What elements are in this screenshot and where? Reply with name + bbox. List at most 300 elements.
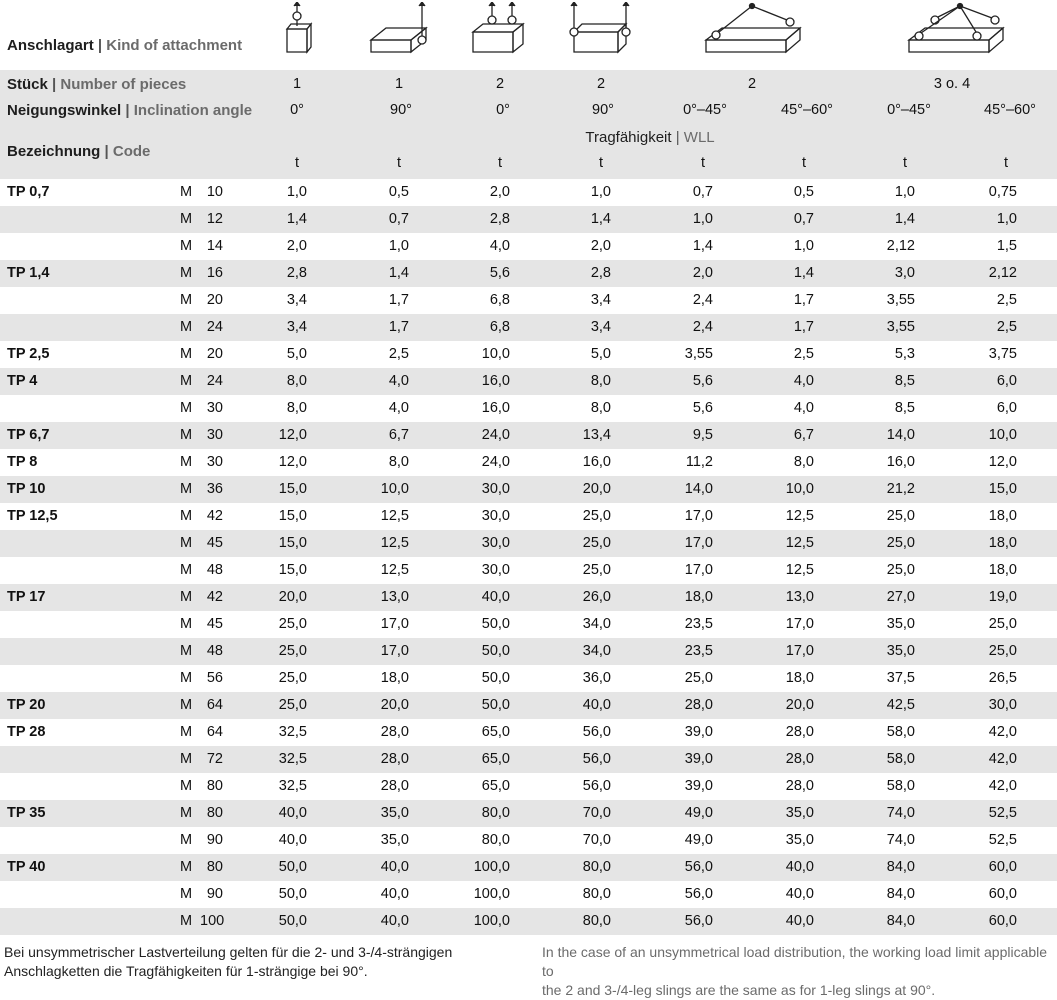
wll-value-cell: 26,5 bbox=[988, 670, 1017, 686]
wll-value-cell: 35,0 bbox=[785, 832, 814, 848]
wll-value-cell: 1,4 bbox=[590, 211, 611, 227]
wll-value-cell: 4,0 bbox=[388, 400, 409, 416]
wll-value-cell: 6,8 bbox=[489, 292, 510, 308]
wll-value-cell: 1,0 bbox=[590, 184, 611, 200]
thread-prefix-cell: M bbox=[180, 697, 193, 713]
wll-value-cell: 3,4 bbox=[590, 319, 611, 335]
two-leg-vertical-icon bbox=[470, 2, 530, 56]
wll-value-cell: 32,5 bbox=[278, 751, 307, 767]
wll-value-cell: 20,0 bbox=[582, 481, 611, 497]
wll-value-cell: 1,0 bbox=[692, 211, 713, 227]
wll-value-cell: 23,5 bbox=[684, 643, 713, 659]
wll-value-cell: 1,0 bbox=[388, 238, 409, 254]
wll-value-cell: 18,0 bbox=[684, 589, 713, 605]
footnote-en bbox=[542, 943, 1052, 1000]
wll-value-cell: 8,5 bbox=[894, 373, 915, 389]
wll-value-cell: 20,0 bbox=[380, 697, 409, 713]
wll-value-cell: 12,5 bbox=[380, 535, 409, 551]
wll-value-cell: 35,0 bbox=[785, 805, 814, 821]
wll-value-cell: 4,0 bbox=[489, 238, 510, 254]
single-leg-90-icon bbox=[368, 2, 430, 56]
wll-value-cell: 10,0 bbox=[380, 481, 409, 497]
wll-value-cell: 6,7 bbox=[793, 427, 814, 443]
wll-value-cell: 1,4 bbox=[388, 265, 409, 281]
wll-value-cell: 2,8 bbox=[489, 211, 510, 227]
attachment-label-en: Kind of attachment bbox=[106, 37, 243, 54]
wll-value-cell: 1,4 bbox=[793, 265, 814, 281]
wll-value-cell: 0,7 bbox=[793, 211, 814, 227]
table-row bbox=[0, 827, 1057, 854]
wll-value-cell: 4,0 bbox=[388, 373, 409, 389]
wll-value-cell: 84,0 bbox=[886, 913, 915, 929]
thread-size-cell: 45 bbox=[206, 535, 223, 551]
wll-value-cell: 25,0 bbox=[988, 643, 1017, 659]
wll-value-cell: 13,0 bbox=[380, 589, 409, 605]
wll-value-cell: 80,0 bbox=[582, 886, 611, 902]
wll-value-cell: 15,0 bbox=[278, 481, 307, 497]
separator: | bbox=[675, 129, 680, 146]
wll-value-cell: 1,4 bbox=[894, 211, 915, 227]
wll-value-cell: 24,0 bbox=[481, 427, 510, 443]
wll-value-cell: 12,5 bbox=[380, 562, 409, 578]
wll-value-cell: 40,0 bbox=[785, 913, 814, 929]
wll-value-cell: 3,55 bbox=[684, 346, 713, 362]
wll-value-cell: 52,5 bbox=[988, 805, 1017, 821]
wll-value-cell: 2,0 bbox=[590, 238, 611, 254]
wll-value-cell: 100,0 bbox=[473, 886, 510, 902]
wll-value-cell: 12,0 bbox=[278, 427, 307, 443]
thread-prefix-cell: M bbox=[180, 535, 193, 551]
thread-size-cell: 72 bbox=[206, 751, 223, 767]
wll-value-cell: 40,0 bbox=[380, 886, 409, 902]
wll-value-cell: 16,0 bbox=[481, 373, 510, 389]
wll-value-cell: 2,12 bbox=[988, 265, 1017, 281]
thread-prefix-cell: M bbox=[180, 643, 193, 659]
wll-value-cell: 6,7 bbox=[388, 427, 409, 443]
thread-prefix-cell: M bbox=[180, 373, 193, 389]
wll-value-cell: 6,0 bbox=[996, 400, 1017, 416]
wll-value-cell: 17,0 bbox=[380, 616, 409, 632]
wll-value-cell: 56,0 bbox=[582, 778, 611, 794]
wll-value-cell: 0,7 bbox=[388, 211, 409, 227]
separator: | bbox=[125, 102, 130, 119]
wll-value-cell: 16,0 bbox=[582, 454, 611, 470]
unit-label: t bbox=[497, 155, 503, 171]
wll-value-cell: 84,0 bbox=[886, 859, 915, 875]
code-cell: TP 40 bbox=[7, 859, 46, 875]
footnote-de-line: Bei unsymmetrischer Lastverteilung gelten für die 2- und 3-/4-strängigen bbox=[4, 944, 453, 960]
wll-value-cell: 25,0 bbox=[278, 670, 307, 686]
wll-value-cell: 1,7 bbox=[388, 319, 409, 335]
wll-value-cell: 70,0 bbox=[582, 832, 611, 848]
wll-value-cell: 28,0 bbox=[380, 724, 409, 740]
wll-value-cell: 60,0 bbox=[988, 886, 1017, 902]
thread-prefix-cell: M bbox=[180, 508, 193, 524]
wll-value-cell: 40,0 bbox=[278, 832, 307, 848]
unit-label: t bbox=[1003, 155, 1009, 171]
unit-label: t bbox=[902, 155, 908, 171]
thread-size-cell: 36 bbox=[206, 481, 223, 497]
wll-value-cell: 5,6 bbox=[692, 373, 713, 389]
single-leg-vertical-icon bbox=[280, 2, 316, 56]
wll-value-cell: 2,12 bbox=[886, 238, 915, 254]
table-row bbox=[0, 422, 1057, 449]
wll-value-cell: 28,0 bbox=[785, 751, 814, 767]
wll-value-cell: 1,7 bbox=[793, 319, 814, 335]
thread-size-cell: 56 bbox=[206, 670, 223, 686]
pieces-value: 1 bbox=[394, 76, 404, 92]
wll-value-cell: 25,0 bbox=[886, 562, 915, 578]
wll-value-cell: 35,0 bbox=[886, 616, 915, 632]
code-label bbox=[7, 143, 150, 160]
thread-size-cell: 12 bbox=[206, 211, 223, 227]
wll-value-cell: 35,0 bbox=[886, 643, 915, 659]
thread-prefix-cell: M bbox=[180, 454, 193, 470]
thread-prefix-cell: M bbox=[180, 724, 193, 740]
wll-value-cell: 25,0 bbox=[582, 535, 611, 551]
wll-value-cell: 3,55 bbox=[886, 292, 915, 308]
wll-label-de: Tragfähigkeit bbox=[585, 129, 672, 146]
table-row bbox=[0, 665, 1057, 692]
thread-size-cell: 30 bbox=[206, 427, 223, 443]
table-row bbox=[0, 206, 1057, 233]
two-leg-angled-icon bbox=[700, 2, 804, 56]
table-row bbox=[0, 584, 1057, 611]
wll-value-cell: 28,0 bbox=[684, 697, 713, 713]
wll-value-cell: 13,4 bbox=[582, 427, 611, 443]
wll-value-cell: 25,0 bbox=[278, 643, 307, 659]
thread-size-cell: 14 bbox=[206, 238, 223, 254]
wll-value-cell: 50,0 bbox=[481, 697, 510, 713]
table-row bbox=[0, 557, 1057, 584]
wll-value-cell: 8,0 bbox=[590, 400, 611, 416]
angle-value: 0° bbox=[290, 102, 304, 118]
thread-prefix-cell: M bbox=[180, 562, 193, 578]
wll-value-cell: 23,5 bbox=[684, 616, 713, 632]
footnote-en-line: the 2 and 3-/4-leg slings are the same as for 1-leg slings at 90°. bbox=[542, 982, 936, 998]
thread-prefix-cell: M bbox=[180, 346, 193, 362]
wll-value-cell: 20,0 bbox=[785, 697, 814, 713]
table-row bbox=[0, 854, 1057, 881]
wll-value-cell: 18,0 bbox=[988, 535, 1017, 551]
wll-value-cell: 28,0 bbox=[380, 751, 409, 767]
wll-value-cell: 3,4 bbox=[590, 292, 611, 308]
thread-prefix-cell: M bbox=[180, 670, 193, 686]
wll-value-cell: 60,0 bbox=[988, 913, 1017, 929]
wll-value-cell: 40,0 bbox=[785, 859, 814, 875]
thread-prefix-cell: M bbox=[180, 805, 193, 821]
table-row bbox=[0, 908, 1057, 935]
pieces-label-de: Stück bbox=[7, 76, 48, 93]
wll-value-cell: 10,0 bbox=[988, 427, 1017, 443]
wll-label-en: WLL bbox=[683, 129, 715, 146]
thread-prefix-cell: M bbox=[180, 319, 193, 335]
wll-value-cell: 80,0 bbox=[481, 805, 510, 821]
wll-value-cell: 17,0 bbox=[785, 643, 814, 659]
code-cell: TP 6,7 bbox=[7, 427, 50, 443]
unit-label: t bbox=[396, 155, 402, 171]
wll-value-cell: 25,0 bbox=[582, 562, 611, 578]
code-cell: TP 1,4 bbox=[7, 265, 50, 281]
wll-value-cell: 1,4 bbox=[692, 238, 713, 254]
pieces-value: 1 bbox=[292, 76, 302, 92]
wll-value-cell: 8,0 bbox=[388, 454, 409, 470]
table-row bbox=[0, 476, 1057, 503]
wll-value-cell: 42,5 bbox=[886, 697, 915, 713]
wll-value-cell: 0,7 bbox=[692, 184, 713, 200]
wll-value-cell: 26,0 bbox=[582, 589, 611, 605]
wll-value-cell: 40,0 bbox=[785, 886, 814, 902]
wll-value-cell: 8,5 bbox=[894, 400, 915, 416]
wll-value-cell: 8,0 bbox=[590, 373, 611, 389]
thread-size-cell: 64 bbox=[206, 724, 223, 740]
thread-size-cell: 48 bbox=[206, 562, 223, 578]
wll-value-cell: 56,0 bbox=[684, 886, 713, 902]
thread-prefix-cell: M bbox=[180, 616, 193, 632]
table-row bbox=[0, 395, 1057, 422]
table-row bbox=[0, 881, 1057, 908]
table-row bbox=[0, 449, 1057, 476]
wll-value-cell: 56,0 bbox=[684, 913, 713, 929]
code-cell: TP 10 bbox=[7, 481, 46, 497]
wll-value-cell: 1,7 bbox=[793, 292, 814, 308]
wll-value-cell: 5,0 bbox=[590, 346, 611, 362]
thread-size-cell: 16 bbox=[206, 265, 223, 281]
wll-value-cell: 25,0 bbox=[582, 508, 611, 524]
code-cell: TP 35 bbox=[7, 805, 46, 821]
thread-prefix-cell: M bbox=[180, 751, 193, 767]
wll-value-cell: 25,0 bbox=[886, 508, 915, 524]
thread-prefix-cell: M bbox=[180, 778, 193, 794]
table-row bbox=[0, 638, 1057, 665]
wll-value-cell: 80,0 bbox=[582, 913, 611, 929]
angle-value: 45°–60° bbox=[781, 102, 833, 118]
unit-label: t bbox=[801, 155, 807, 171]
angle-value: 45°–60° bbox=[984, 102, 1036, 118]
four-leg-angled-icon bbox=[905, 2, 1009, 56]
wll-value-cell: 39,0 bbox=[684, 751, 713, 767]
two-leg-90-icon bbox=[566, 2, 636, 56]
table-row bbox=[0, 692, 1057, 719]
separator: | bbox=[52, 76, 57, 93]
thread-size-cell: 20 bbox=[206, 292, 223, 308]
wll-value-cell: 80,0 bbox=[582, 859, 611, 875]
wll-value-cell: 30,0 bbox=[481, 535, 510, 551]
wll-value-cell: 74,0 bbox=[886, 832, 915, 848]
table-row bbox=[0, 503, 1057, 530]
table-row bbox=[0, 233, 1057, 260]
wll-value-cell: 5,6 bbox=[489, 265, 510, 281]
wll-value-cell: 12,5 bbox=[785, 535, 814, 551]
thread-prefix-cell: M bbox=[180, 589, 193, 605]
thread-prefix-cell: M bbox=[180, 184, 193, 200]
wll-value-cell: 32,5 bbox=[278, 778, 307, 794]
pieces-value: 3 o. 4 bbox=[933, 76, 971, 92]
thread-prefix-cell: M bbox=[180, 913, 193, 929]
code-cell: TP 8 bbox=[7, 454, 38, 470]
wll-value-cell: 40,0 bbox=[380, 859, 409, 875]
pieces-value: 2 bbox=[495, 76, 505, 92]
wll-value-cell: 17,0 bbox=[684, 562, 713, 578]
angle-value: 90° bbox=[390, 102, 412, 118]
wll-value-cell: 39,0 bbox=[684, 724, 713, 740]
wll-value-cell: 49,0 bbox=[684, 805, 713, 821]
header-block bbox=[0, 70, 1057, 179]
footnote-en-line: In the case of an unsymmetrical load distribution, the working load limit applicable to bbox=[542, 944, 1048, 979]
wll-value-cell: 2,5 bbox=[996, 292, 1017, 308]
attachment-label-de: Anschlagart bbox=[7, 37, 94, 54]
table-row bbox=[0, 773, 1057, 800]
wll-value-cell: 15,0 bbox=[988, 481, 1017, 497]
wll-value-cell: 6,0 bbox=[996, 373, 1017, 389]
wll-value-cell: 8,0 bbox=[793, 454, 814, 470]
wll-value-cell: 30,0 bbox=[988, 697, 1017, 713]
thread-size-cell: 80 bbox=[206, 805, 223, 821]
wll-value-cell: 100,0 bbox=[473, 859, 510, 875]
wll-value-cell: 4,0 bbox=[793, 373, 814, 389]
code-cell: TP 12,5 bbox=[7, 508, 58, 524]
wll-value-cell: 40,0 bbox=[582, 697, 611, 713]
wll-value-cell: 34,0 bbox=[582, 616, 611, 632]
thread-prefix-cell: M bbox=[180, 427, 193, 443]
thread-size-cell: 64 bbox=[206, 697, 223, 713]
wll-value-cell: 18,0 bbox=[988, 508, 1017, 524]
wll-value-cell: 6,8 bbox=[489, 319, 510, 335]
wll-value-cell: 42,0 bbox=[988, 778, 1017, 794]
code-cell: TP 20 bbox=[7, 697, 46, 713]
wll-value-cell: 18,0 bbox=[988, 562, 1017, 578]
wll-value-cell: 8,0 bbox=[286, 373, 307, 389]
wll-value-cell: 56,0 bbox=[684, 859, 713, 875]
wll-value-cell: 60,0 bbox=[988, 859, 1017, 875]
wll-value-cell: 35,0 bbox=[380, 805, 409, 821]
wll-value-cell: 0,5 bbox=[388, 184, 409, 200]
wll-value-cell: 5,3 bbox=[894, 346, 915, 362]
wll-value-cell: 12,0 bbox=[988, 454, 1017, 470]
wll-value-cell: 15,0 bbox=[278, 535, 307, 551]
wll-value-cell: 70,0 bbox=[582, 805, 611, 821]
table-row bbox=[0, 800, 1057, 827]
wll-value-cell: 17,0 bbox=[684, 508, 713, 524]
code-cell: TP 2,5 bbox=[7, 346, 50, 362]
wll-value-cell: 12,5 bbox=[380, 508, 409, 524]
thread-size-cell: 80 bbox=[206, 778, 223, 794]
wll-value-cell: 2,4 bbox=[692, 292, 713, 308]
wll-value-cell: 25,0 bbox=[988, 616, 1017, 632]
wll-value-cell: 65,0 bbox=[481, 778, 510, 794]
wll-value-cell: 0,75 bbox=[988, 184, 1017, 200]
table-row bbox=[0, 341, 1057, 368]
thread-prefix-cell: M bbox=[180, 211, 193, 227]
wll-value-cell: 2,5 bbox=[996, 319, 1017, 335]
code-label-en: Code bbox=[112, 143, 151, 160]
wll-value-cell: 13,0 bbox=[785, 589, 814, 605]
wll-value-cell: 25,0 bbox=[684, 670, 713, 686]
wll-value-cell: 1,7 bbox=[388, 292, 409, 308]
thread-prefix-cell: M bbox=[180, 832, 193, 848]
angle-value: 0°–45° bbox=[683, 102, 727, 118]
wll-value-cell: 36,0 bbox=[582, 670, 611, 686]
thread-prefix-cell: M bbox=[180, 265, 193, 281]
wll-value-cell: 1,0 bbox=[894, 184, 915, 200]
thread-prefix-cell: M bbox=[180, 886, 193, 902]
pieces-value: 2 bbox=[747, 76, 757, 92]
wll-value-cell: 2,8 bbox=[286, 265, 307, 281]
code-cell: TP 28 bbox=[7, 724, 46, 740]
wll-value-cell: 65,0 bbox=[481, 724, 510, 740]
footnote-de bbox=[4, 943, 484, 981]
wll-value-cell: 50,0 bbox=[278, 886, 307, 902]
wll-value-cell: 25,0 bbox=[886, 535, 915, 551]
thread-size-cell: 42 bbox=[206, 589, 223, 605]
thread-size-cell: 90 bbox=[206, 886, 223, 902]
thread-size-cell: 90 bbox=[206, 832, 223, 848]
wll-value-cell: 28,0 bbox=[380, 778, 409, 794]
thread-prefix-cell: M bbox=[180, 859, 193, 875]
thread-prefix-cell: M bbox=[180, 400, 193, 416]
wll-value-cell: 74,0 bbox=[886, 805, 915, 821]
wll-value-cell: 1,0 bbox=[793, 238, 814, 254]
thread-size-cell: 10 bbox=[206, 184, 223, 200]
wll-value-cell: 1,0 bbox=[286, 184, 307, 200]
wll-value-cell: 16,0 bbox=[886, 454, 915, 470]
wll-value-cell: 20,0 bbox=[278, 589, 307, 605]
wll-value-cell: 37,5 bbox=[886, 670, 915, 686]
code-label-de: Bezeichnung bbox=[7, 143, 101, 160]
wll-value-cell: 58,0 bbox=[886, 751, 915, 767]
table-row bbox=[0, 530, 1057, 557]
wll-value-cell: 32,5 bbox=[278, 724, 307, 740]
wll-value-cell: 18,0 bbox=[785, 670, 814, 686]
wll-value-cell: 40,0 bbox=[278, 805, 307, 821]
wll-value-cell: 39,0 bbox=[684, 778, 713, 794]
thread-size-cell: 30 bbox=[206, 400, 223, 416]
wll-value-cell: 2,5 bbox=[388, 346, 409, 362]
wll-value-cell: 10,0 bbox=[785, 481, 814, 497]
table-row bbox=[0, 287, 1057, 314]
table-row bbox=[0, 611, 1057, 638]
wll-value-cell: 3,0 bbox=[894, 265, 915, 281]
wll-value-cell: 49,0 bbox=[684, 832, 713, 848]
wll-value-cell: 19,0 bbox=[988, 589, 1017, 605]
angle-label bbox=[7, 102, 252, 119]
wll-value-cell: 28,0 bbox=[785, 778, 814, 794]
thread-size-cell: 20 bbox=[206, 346, 223, 362]
wll-value-cell: 50,0 bbox=[481, 616, 510, 632]
wll-value-cell: 21,2 bbox=[886, 481, 915, 497]
pieces-label-en: Number of pieces bbox=[60, 76, 187, 93]
wll-value-cell: 100,0 bbox=[473, 913, 510, 929]
wll-value-cell: 12,0 bbox=[278, 454, 307, 470]
wll-value-cell: 65,0 bbox=[481, 751, 510, 767]
unit-label: t bbox=[294, 155, 300, 171]
thread-size-cell: 48 bbox=[206, 643, 223, 659]
pieces-value: 2 bbox=[596, 76, 606, 92]
wll-value-cell: 30,0 bbox=[481, 481, 510, 497]
footnote-de-line: Anschlagketten die Tragfähigkeiten für 1-strängige bei 90°. bbox=[4, 963, 368, 979]
code-cell: TP 0,7 bbox=[7, 184, 50, 200]
wll-value-cell: 30,0 bbox=[481, 562, 510, 578]
wll-value-cell: 3,4 bbox=[286, 319, 307, 335]
wll-value-cell: 42,0 bbox=[988, 751, 1017, 767]
wll-value-cell: 18,0 bbox=[380, 670, 409, 686]
angle-value: 90° bbox=[592, 102, 614, 118]
wll-value-cell: 14,0 bbox=[684, 481, 713, 497]
table-row bbox=[0, 719, 1057, 746]
wll-value-cell: 2,5 bbox=[793, 346, 814, 362]
wll-value-cell: 1,4 bbox=[286, 211, 307, 227]
wll-value-cell: 2,0 bbox=[489, 184, 510, 200]
